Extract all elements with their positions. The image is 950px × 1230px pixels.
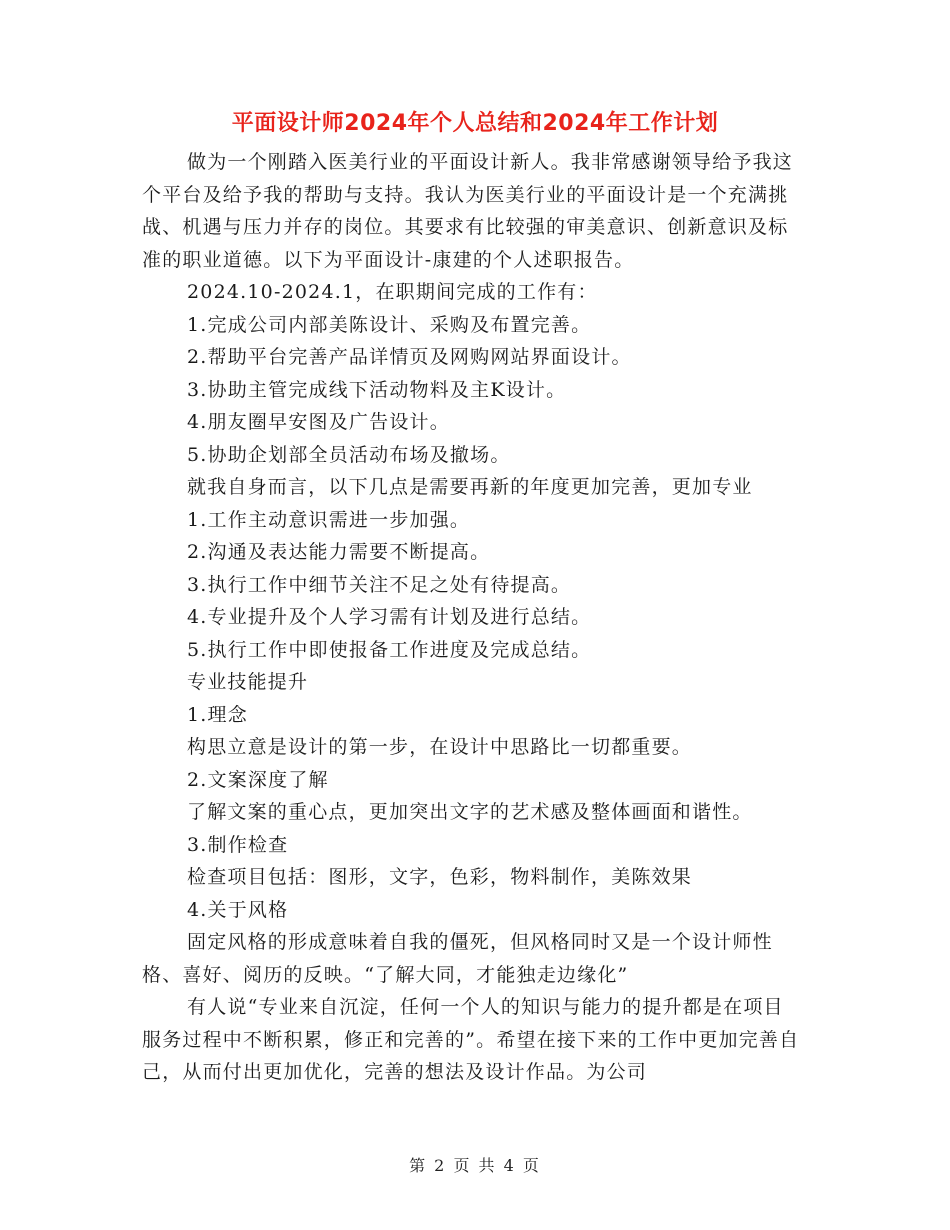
completed-item: 2.帮助平台完善产品详情页及网购网站界面设计。 [187, 346, 632, 368]
skill-title: 3.制作检查 [187, 833, 289, 856]
skill-text: 了解文案的重心点，更加突出文字的艺术感及整体画面和谐性。 [187, 801, 753, 823]
period-line: 2024.10-2024.1，在职期间完成的工作有： [187, 281, 598, 303]
improve-item: 1.工作主动意识需进一步加强。 [187, 508, 471, 531]
completed-item: 4.朋友圈早安图及广告设计。 [187, 411, 450, 433]
improve-item: 5.执行工作中即使报备工作进度及完成总结。 [187, 638, 592, 661]
document-body [142, 146, 802, 1089]
completed-item: 3.协助主管完成线下活动物料及主K设计。 [187, 378, 567, 401]
document-title: 平面设计师2024年个人总结和2024年工作计划 [231, 111, 719, 136]
skills-heading: 专业技能提升 [187, 671, 309, 693]
page-number: 第 2 页 共 4 页 [409, 1156, 541, 1175]
style-paragraph: 固定风格的形成意味着自我的僵死，但风格同时又是一个设计师性格、喜好、阅历的反映。“了解大同，才能独走边缘化” [142, 931, 773, 986]
completed-item: 1.完成公司内部美陈设计、采购及布置完善。 [187, 313, 592, 336]
improve-item: 2.沟通及表达能力需要不断提高。 [187, 541, 491, 563]
skill-title: 4.关于风格 [187, 898, 289, 921]
skill-text: 构思立意是设计的第一步，在设计中思路比一切都重要。 [187, 736, 693, 758]
skill-text: 检查项目包括：图形，文字，色彩，物料制作，美陈效果 [187, 866, 693, 888]
improve-item: 3.执行工作中细节关注不足之处有待提高。 [187, 573, 572, 596]
skill-title: 2.文案深度了解 [187, 768, 329, 791]
completed-item: 5.协助企划部全员活动布场及撤场。 [187, 443, 511, 466]
improve-heading: 就我自身而言，以下几点是需要再新的年度更加完善，更加专业 [187, 476, 753, 498]
closing-paragraph: 有人说“专业来自沉淀，任何一个人的知识与能力的提升都是在项目服务过程中不断积累，修正和完善的”。希望在接下来的工作中更加完善自己，从而付出更加优化，完善的想法及设计作品。为公司 [142, 996, 800, 1083]
improve-item: 4.专业提升及个人学习需有计划及进行总结。 [187, 606, 592, 628]
intro-paragraph: 做为一个刚踏入医美行业的平面设计新人。我非常感谢领导给予我这个平台及给予我的帮助与支持。我认为医美行业的平面设计是一个充满挑战、机遇与压力并存的岗位。其要求有比较强的审美意识、创新意识及标准的职业道德。以下为平面设计-康建的个人述职报告。 [142, 151, 794, 271]
skill-title: 1.理念 [187, 703, 248, 726]
